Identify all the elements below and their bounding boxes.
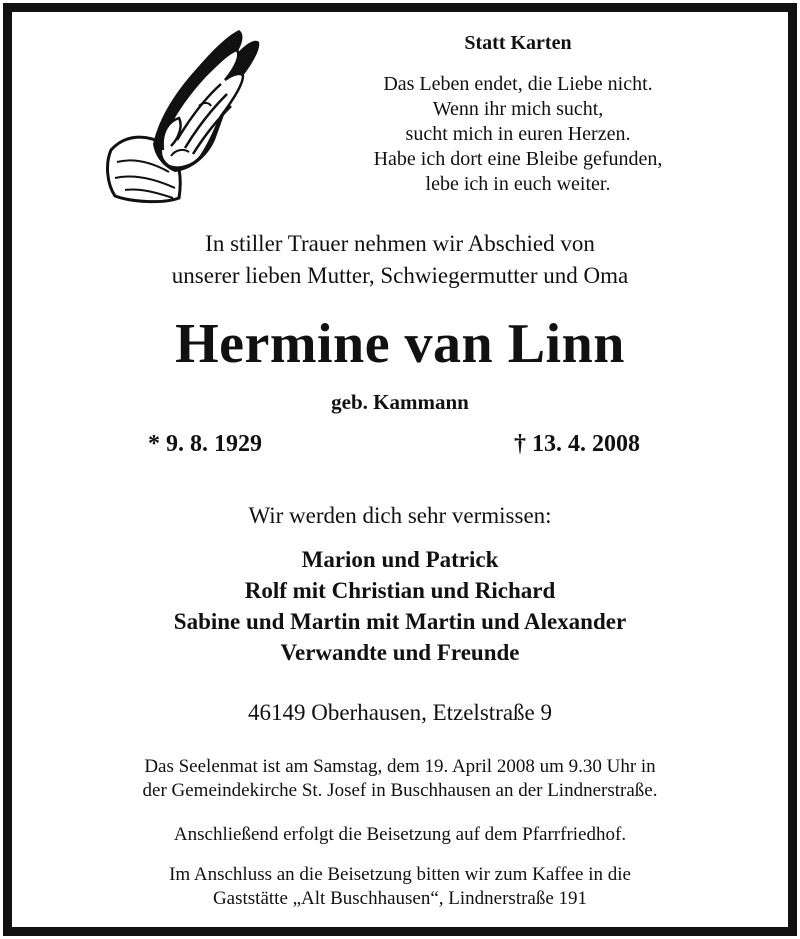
intro-block [0, 228, 800, 292]
poem-line: Habe ich dort eine Bleibe gefunden, [373, 148, 663, 170]
coffee-block [0, 863, 800, 911]
service-line: Das Seelenmat ist am Samstag, dem 19. April 2008 um 9.30 Uhr in [144, 756, 656, 777]
poem-line: Wenn ihr mich sucht, [432, 98, 604, 120]
poem-line: sucht mich in euren Herzen. [405, 123, 631, 145]
family-line: Verwandte und Freunde [280, 640, 520, 665]
intro-line: unserer lieben Mutter, Schwiegermutter und Oma [171, 263, 629, 288]
family-line: Marion und Patrick [301, 547, 499, 572]
header-block [318, 28, 718, 197]
family-block [0, 544, 800, 668]
poem-line: lebe ich in euch weiter. [425, 173, 611, 195]
deceased-name-text: Hermine van Linn [175, 313, 625, 375]
deceased-name [0, 314, 800, 374]
maiden-name: geb. Kammann [331, 390, 469, 414]
coffee-line: Im Anschluss an die Beisetzung bitten wir zum Kaffee in die [169, 864, 631, 885]
family-line: Sabine und Martin mit Martin und Alexander [173, 609, 627, 634]
address-block [0, 698, 800, 728]
maiden-name-block [0, 388, 800, 416]
burial-text: Anschließend erfolgt die Beisetzung auf dem Pfarrfriedhof. [173, 824, 627, 845]
service-line: der Gemeindekirche St. Josef in Buschhausen an der Lindnerstraße. [142, 780, 658, 801]
family-line: Rolf mit Christian und Richard [244, 578, 556, 603]
poem-line: Das Leben endet, die Liebe nicht. [383, 73, 653, 95]
death-date: † 13. 4. 2008 [514, 431, 640, 457]
service-block [0, 755, 800, 803]
address-text: 46149 Oberhausen, Etzelstraße 9 [247, 700, 552, 725]
header-title: Statt Karten [464, 32, 572, 54]
praying-hands-icon [103, 22, 268, 207]
missing-block [0, 501, 800, 531]
coffee-line: Gaststätte „Alt Buschhausen“, Lindnerstraße 191 [212, 888, 588, 909]
intro-line: In stiller Trauer nehmen wir Abschied von [205, 231, 595, 256]
birth-date: * 9. 8. 1929 [148, 431, 262, 457]
missing-text: Wir werden dich sehr vermissen: [248, 503, 552, 528]
burial-block [0, 823, 800, 847]
